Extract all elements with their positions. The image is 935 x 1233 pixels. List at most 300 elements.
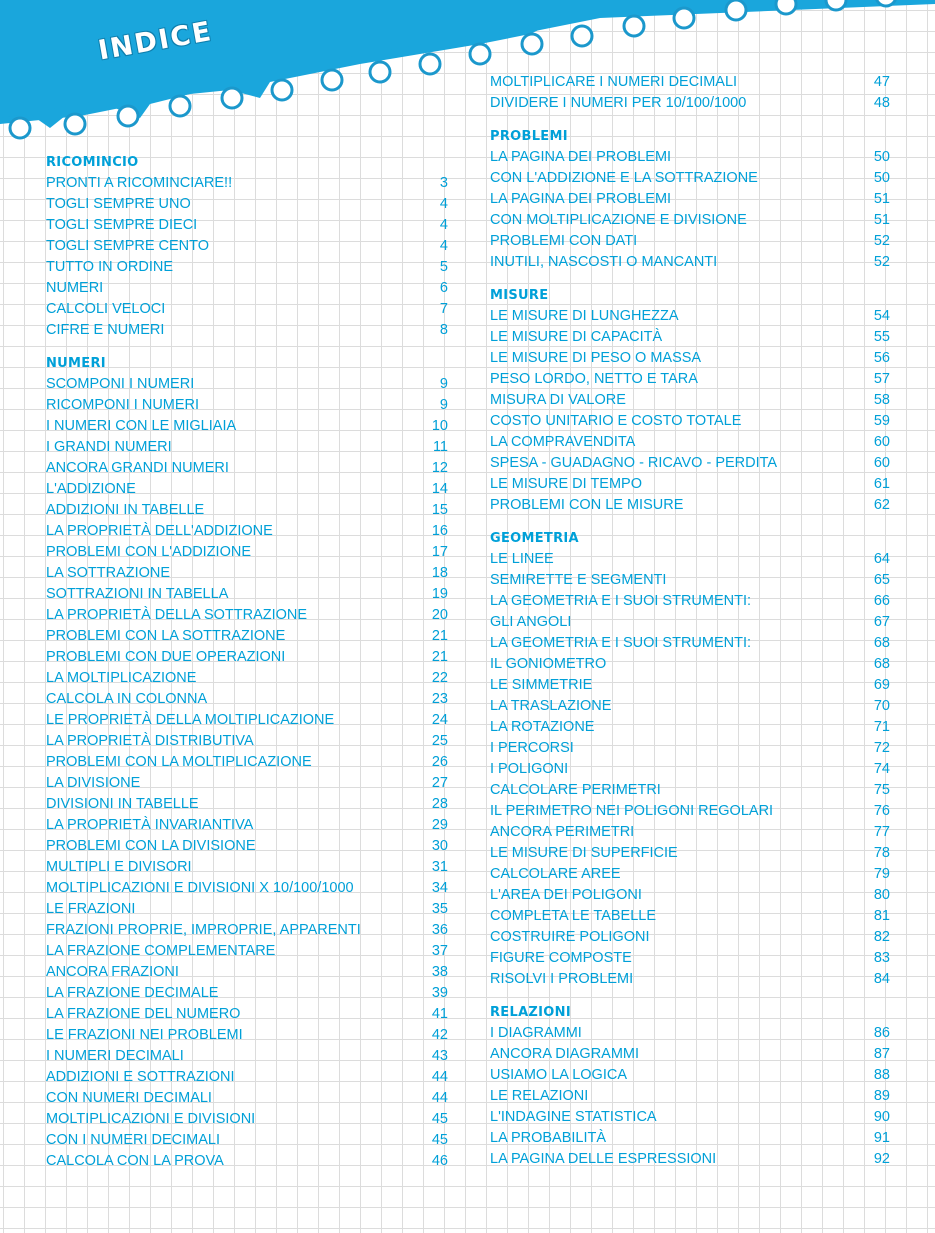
- toc-entry-label: RISOLVI I PROBLEMI: [490, 971, 634, 987]
- toc-entry-page: 50: [873, 170, 890, 186]
- section-title: GEOMETRIA: [490, 531, 579, 546]
- toc-entry-page: 21: [431, 649, 448, 665]
- toc-entry[interactable]: [46, 1151, 448, 1172]
- toc-entry-label: LA FRAZIONE DEL NUMERO: [46, 1006, 241, 1022]
- toc-entry-label: LA GEOMETRIA E I SUOI STRUMENTI:: [490, 635, 752, 651]
- toc-entry[interactable]: [490, 1023, 890, 1044]
- toc-entry-label: TOGLI SEMPRE CENTO: [46, 238, 210, 254]
- section-gap: [490, 516, 890, 529]
- toc-entry[interactable]: [46, 584, 448, 605]
- toc-entry-page: 47: [873, 74, 890, 90]
- ring-hole: [876, 0, 896, 6]
- toc-entry[interactable]: [46, 815, 448, 836]
- toc-entry-label: LA TRASLAZIONE: [490, 698, 612, 714]
- toc-entry[interactable]: [490, 495, 890, 516]
- toc-entry-page: 61: [873, 476, 890, 492]
- toc-entry[interactable]: [46, 626, 448, 647]
- toc-entry-label: MOLTIPLICAZIONI E DIVISIONI: [46, 1111, 256, 1127]
- ring-hole: [222, 88, 242, 108]
- toc-entry-page: 60: [873, 434, 890, 450]
- toc-entry-page: 75: [873, 782, 890, 798]
- toc-entry-label: FRAZIONI PROPRIE, IMPROPRIE, APPARENTI: [46, 922, 361, 938]
- toc-entry[interactable]: [490, 348, 890, 369]
- toc-entry[interactable]: [490, 717, 890, 738]
- ring-hole: [272, 80, 292, 100]
- toc-entry-label: PROBLEMI CON L'ADDIZIONE: [46, 544, 251, 560]
- ring-hole: [420, 54, 440, 74]
- toc-entry-label: LA ROTAZIONE: [490, 719, 595, 735]
- toc-entry[interactable]: [490, 591, 890, 612]
- toc-entry-label: COSTRUIRE POLIGONI: [490, 929, 650, 945]
- toc-entry-page: 25: [431, 733, 448, 749]
- toc-entry-page: 42: [431, 1027, 448, 1043]
- toc-entry[interactable]: [490, 369, 890, 390]
- toc-entry-page: 39: [431, 985, 448, 1001]
- section-gap: [490, 273, 890, 286]
- toc-entry-page: 30: [431, 838, 448, 854]
- toc-entry-page: 10: [431, 418, 448, 434]
- toc-entry-label: MOLTIPLICAZIONI E DIVISIONI X 10/100/1000: [46, 880, 354, 896]
- toc-entry-label: LA PROPRIETÀ DELLA SOTTRAZIONE: [46, 607, 308, 623]
- toc-entry-page: 88: [873, 1067, 890, 1083]
- toc-entry-page: 52: [873, 254, 890, 270]
- toc-entry-page: 90: [873, 1109, 890, 1125]
- toc-entry-page: 20: [431, 607, 448, 623]
- toc-entry-page: 81: [873, 908, 890, 924]
- toc-entry[interactable]: [490, 822, 890, 843]
- toc-entry[interactable]: [490, 1044, 890, 1065]
- toc-entry[interactable]: [46, 320, 448, 341]
- toc-entry-page: 82: [873, 929, 890, 945]
- toc-entry-label: PESO LORDO, NETTO E TARA: [490, 371, 698, 387]
- toc-entry-page: 77: [873, 824, 890, 840]
- toc-entry-page: 3: [439, 175, 448, 191]
- toc-entry-page: 79: [873, 866, 890, 882]
- toc-entry[interactable]: [46, 458, 448, 479]
- toc-entry-page: 57: [873, 371, 890, 387]
- toc-entry-label: FIGURE COMPOSTE: [490, 950, 632, 966]
- toc-entry-label: RICOMPONI I NUMERI: [46, 397, 200, 413]
- toc-entry[interactable]: [490, 696, 890, 717]
- toc-entry-label: ANCORA GRANDI NUMERI: [46, 460, 229, 476]
- toc-entry-page: 67: [873, 614, 890, 630]
- toc-entry-page: 56: [873, 350, 890, 366]
- toc-entry-label: DIVIDERE I NUMERI PER 10/100/1000: [490, 95, 747, 111]
- toc-entry-page: 4: [439, 217, 448, 233]
- toc-entry-label: LE MISURE DI CAPACITÀ: [490, 329, 663, 345]
- toc-entry-label: I DIAGRAMMI: [490, 1025, 582, 1041]
- toc-entry-page: 16: [431, 523, 448, 539]
- toc-entry[interactable]: [490, 168, 890, 189]
- toc-entry-label: SCOMPONI I NUMERI: [46, 376, 195, 392]
- toc-entry-label: LE MISURE DI TEMPO: [490, 476, 643, 492]
- toc-entry[interactable]: [490, 549, 890, 570]
- toc-entry[interactable]: [490, 885, 890, 906]
- toc-entry[interactable]: [490, 252, 890, 273]
- toc-entry[interactable]: [490, 411, 890, 432]
- toc-entry[interactable]: [46, 374, 448, 395]
- toc-entry[interactable]: [490, 93, 890, 114]
- toc-entry-page: 8: [439, 322, 448, 338]
- toc-entry-page: 68: [873, 656, 890, 672]
- toc-entry-page: 76: [873, 803, 890, 819]
- toc-entry[interactable]: [46, 521, 448, 542]
- section-gap: [490, 990, 890, 1003]
- toc-entry[interactable]: [46, 1046, 448, 1067]
- toc-entry[interactable]: [46, 437, 448, 458]
- toc-entry[interactable]: [46, 194, 448, 215]
- toc-entry[interactable]: [490, 474, 890, 495]
- toc-entry-label: CALCOLA IN COLONNA: [46, 691, 208, 707]
- toc-entry-label: MOLTIPLICARE I NUMERI DECIMALI: [490, 74, 738, 90]
- toc-entry-label: IL PERIMETRO NEI POLIGONI REGOLARI: [490, 803, 774, 819]
- toc-entry-label: COSTO UNITARIO E COSTO TOTALE: [490, 413, 742, 429]
- toc-entry-page: 9: [439, 397, 448, 413]
- toc-entry-page: 72: [873, 740, 890, 756]
- toc-entry[interactable]: [46, 563, 448, 584]
- toc-entry-label: IL GONIOMETRO: [490, 656, 607, 672]
- toc-entry-label: CALCOLA CON LA PROVA: [46, 1153, 224, 1169]
- toc-entry[interactable]: [46, 836, 448, 857]
- toc-entry-page: 38: [431, 964, 448, 980]
- toc-entry[interactable]: [46, 983, 448, 1004]
- toc-entry-page: 19: [431, 586, 448, 602]
- toc-entry[interactable]: [46, 1025, 448, 1046]
- toc-entry[interactable]: [490, 969, 890, 990]
- toc-entry-label: SPESA - GUADAGNO - RICAVO - PERDITA: [490, 455, 778, 471]
- toc-entry[interactable]: [490, 906, 890, 927]
- toc-entry-page: 35: [431, 901, 448, 917]
- toc-entry-label: LA PAGINA DEI PROBLEMI: [490, 191, 672, 207]
- toc-entry[interactable]: [46, 878, 448, 899]
- toc-entry-label: PROBLEMI CON DUE OPERAZIONI: [46, 649, 286, 665]
- toc-entry-label: PROBLEMI CON LE MISURE: [490, 497, 684, 513]
- toc-entry[interactable]: [46, 542, 448, 563]
- toc-entry-page: 86: [873, 1025, 890, 1041]
- toc-entry-label: L'INDAGINE STATISTICA: [490, 1109, 657, 1125]
- toc-entry-page: 48: [873, 95, 890, 111]
- toc-entry-page: 70: [873, 698, 890, 714]
- toc-entry[interactable]: [46, 941, 448, 962]
- toc-entry-page: 59: [873, 413, 890, 429]
- toc-entry[interactable]: [490, 654, 890, 675]
- toc-entry[interactable]: [46, 899, 448, 920]
- toc-entry-label: ANCORA PERIMETRI: [490, 824, 635, 840]
- toc-entry[interactable]: [46, 1004, 448, 1025]
- toc-entry-label: LA SOTTRAZIONE: [46, 565, 171, 581]
- toc-entry[interactable]: [490, 210, 890, 231]
- toc-entry-label: LA PROPRIETÀ DELL'ADDIZIONE: [46, 523, 273, 539]
- toc-entry-page: 29: [431, 817, 448, 833]
- toc-entry-page: 54: [873, 308, 890, 324]
- ring-hole: [572, 26, 592, 46]
- toc-entry-page: 44: [431, 1069, 448, 1085]
- toc-entry-page: 34: [431, 880, 448, 896]
- toc-entry-label: LE MISURE DI SUPERFICIE: [490, 845, 678, 861]
- toc-entry-label: CALCOLARE AREE: [490, 866, 621, 882]
- toc-entry-page: 12: [431, 460, 448, 476]
- toc-entry-label: COMPLETA LE TABELLE: [490, 908, 657, 924]
- toc-entry-label: CIFRE E NUMERI: [46, 322, 165, 338]
- section-gap: [46, 341, 448, 354]
- toc-entry-label: LA GEOMETRIA E I SUOI STRUMENTI:: [490, 593, 752, 609]
- toc-entry-label: LE SIMMETRIE: [490, 677, 593, 693]
- toc-entry-page: 44: [431, 1090, 448, 1106]
- toc-entry[interactable]: [490, 306, 890, 327]
- ring-hole: [826, 0, 846, 10]
- toc-entry-page: 45: [431, 1132, 448, 1148]
- toc-entry[interactable]: [490, 675, 890, 696]
- toc-entry-label: LE FRAZIONI: [46, 901, 136, 917]
- toc-entry-label: ADDIZIONI IN TABELLE: [46, 502, 205, 518]
- toc-entry-label: I PERCORSI: [490, 740, 574, 756]
- toc-entry-label: I NUMERI DECIMALI: [46, 1048, 184, 1064]
- toc-entry-page: 31: [431, 859, 448, 875]
- page-title: INDICE: [96, 15, 215, 67]
- ring-hole: [470, 44, 490, 64]
- toc-entry[interactable]: [490, 1149, 890, 1170]
- ring-hole: [522, 34, 542, 54]
- toc-entry[interactable]: [490, 327, 890, 348]
- toc-entry-page: 58: [873, 392, 890, 408]
- toc-entry-page: 74: [873, 761, 890, 777]
- toc-entry-page: 87: [873, 1046, 890, 1062]
- toc-entry-page: 21: [431, 628, 448, 644]
- toc-entry-page: 9: [439, 376, 448, 392]
- section-title: RICOMINCIO: [46, 155, 139, 170]
- toc-entry-page: 24: [431, 712, 448, 728]
- toc-entry-page: 45: [431, 1111, 448, 1127]
- toc-entry-label: PROBLEMI CON LA SOTTRAZIONE: [46, 628, 286, 644]
- toc-entry[interactable]: [46, 752, 448, 773]
- toc-entry-label: MISURA DI VALORE: [490, 392, 626, 408]
- toc-entry[interactable]: [490, 1128, 890, 1149]
- toc-entry-page: 65: [873, 572, 890, 588]
- toc-entry[interactable]: [46, 731, 448, 752]
- toc-entry-label: ANCORA FRAZIONI: [46, 964, 179, 980]
- toc-entry[interactable]: [46, 1067, 448, 1088]
- toc-entry[interactable]: [490, 570, 890, 591]
- toc-entry-label: CON I NUMERI DECIMALI: [46, 1132, 221, 1148]
- toc-entry-label: I NUMERI CON LE MIGLIAIA: [46, 418, 237, 434]
- toc-entry-page: 7: [439, 301, 448, 317]
- toc-entry-page: 51: [873, 212, 890, 228]
- toc-entry-label: TOGLI SEMPRE UNO: [46, 196, 191, 212]
- toc-entry[interactable]: [490, 72, 890, 93]
- toc-entry[interactable]: [46, 605, 448, 626]
- toc-entry-label: SOTTRAZIONI IN TABELLA: [46, 586, 229, 602]
- toc-entry-label: USIAMO LA LOGICA: [490, 1067, 627, 1083]
- toc-entry-label: TUTTO IN ORDINE: [46, 259, 174, 275]
- toc-entry[interactable]: [46, 257, 448, 278]
- toc-entry-label: LA FRAZIONE COMPLEMENTARE: [46, 943, 276, 959]
- toc-entry-label: CON MOLTIPLICAZIONE E DIVISIONE: [490, 212, 747, 228]
- toc-entry-label: LE FRAZIONI NEI PROBLEMI: [46, 1027, 243, 1043]
- toc-entry[interactable]: [46, 647, 448, 668]
- toc-entry-label: LA PROBABILITÀ: [490, 1130, 607, 1146]
- toc-entry[interactable]: [490, 453, 890, 474]
- toc-entry[interactable]: [490, 432, 890, 453]
- toc-entry-page: 17: [431, 544, 448, 560]
- toc-entry-label: LE LINEE: [490, 551, 554, 567]
- ring-hole: [674, 8, 694, 28]
- toc-entry-page: 64: [873, 551, 890, 567]
- ring-hole: [170, 96, 190, 116]
- toc-entry[interactable]: [46, 479, 448, 500]
- toc-entry[interactable]: [46, 689, 448, 710]
- toc-entry-page: 6: [439, 280, 448, 296]
- toc-entry[interactable]: [490, 633, 890, 654]
- toc-entry[interactable]: [46, 416, 448, 437]
- toc-entry-page: 15: [431, 502, 448, 518]
- toc-entry-label: PROBLEMI CON LA MOLTIPLICAZIONE: [46, 754, 312, 770]
- toc-entry[interactable]: [46, 857, 448, 878]
- toc-entry[interactable]: [490, 759, 890, 780]
- toc-entry-page: 22: [431, 670, 448, 686]
- toc-entry-page: 27: [431, 775, 448, 791]
- toc-entry-page: 4: [439, 238, 448, 254]
- toc-entry-label: NUMERI: [46, 280, 104, 296]
- toc-entry[interactable]: [46, 500, 448, 521]
- toc-entry-label: MULTIPLI E DIVISORI: [46, 859, 192, 875]
- toc-entry[interactable]: [490, 390, 890, 411]
- section-title: MISURE: [490, 288, 549, 303]
- toc-entry[interactable]: [46, 962, 448, 983]
- toc-entry-page: 41: [431, 1006, 448, 1022]
- toc-entry[interactable]: [46, 278, 448, 299]
- toc-entry-page: 52: [873, 233, 890, 249]
- toc-entry-label: I POLIGONI: [490, 761, 569, 777]
- toc-entry-label: L'AREA DEI POLIGONI: [490, 887, 642, 903]
- toc-entry[interactable]: [46, 215, 448, 236]
- toc-entry-label: CON L'ADDIZIONE E LA SOTTRAZIONE: [490, 170, 758, 186]
- toc-entry-label: LA FRAZIONE DECIMALE: [46, 985, 219, 1001]
- toc-entry[interactable]: [490, 1065, 890, 1086]
- toc-entry-page: 71: [873, 719, 890, 735]
- section-title: PROBLEMI: [490, 129, 568, 144]
- section-title: RELAZIONI: [490, 1005, 571, 1020]
- toc-entry-label: LA DIVISIONE: [46, 775, 141, 791]
- toc-entry[interactable]: [490, 780, 890, 801]
- toc-entry-page: 28: [431, 796, 448, 812]
- toc-entry[interactable]: [490, 864, 890, 885]
- toc-entry-label: TOGLI SEMPRE DIECI: [46, 217, 198, 233]
- toc-entry-page: 50: [873, 149, 890, 165]
- toc-entry[interactable]: [46, 395, 448, 416]
- toc-entry-page: 51: [873, 191, 890, 207]
- toc-entry-page: 14: [431, 481, 448, 497]
- toc-entry-label: LA PAGINA DEI PROBLEMI: [490, 149, 672, 165]
- toc-entry[interactable]: [490, 801, 890, 822]
- section-gap: [490, 114, 890, 127]
- ring-hole: [726, 0, 746, 20]
- toc-entry[interactable]: [490, 738, 890, 759]
- toc-entry-label: I GRANDI NUMERI: [46, 439, 172, 455]
- toc-entry-page: 78: [873, 845, 890, 861]
- toc-entry[interactable]: [46, 236, 448, 257]
- toc-entry-label: ADDIZIONI E SOTTRAZIONI: [46, 1069, 235, 1085]
- toc-entry-page: 18: [431, 565, 448, 581]
- toc-entry-label: INUTILI, NASCOSTI O MANCANTI: [490, 254, 718, 270]
- toc-entry[interactable]: [46, 794, 448, 815]
- toc-entry[interactable]: [490, 189, 890, 210]
- toc-entry-label: DIVISIONI IN TABELLE: [46, 796, 199, 812]
- toc-entry-page: 83: [873, 950, 890, 966]
- toc-entry[interactable]: [46, 668, 448, 689]
- toc-entry-page: 26: [431, 754, 448, 770]
- toc-entry-page: 55: [873, 329, 890, 345]
- toc-entry-page: 36: [431, 922, 448, 938]
- toc-entry-page: 80: [873, 887, 890, 903]
- toc-entry[interactable]: [46, 1088, 448, 1109]
- toc-entry[interactable]: [490, 843, 890, 864]
- toc-entry-page: 91: [873, 1130, 890, 1146]
- toc-entry-page: 84: [873, 971, 890, 987]
- toc-entry[interactable]: [46, 920, 448, 941]
- toc-entry-page: 68: [873, 635, 890, 651]
- toc-entry[interactable]: [46, 1109, 448, 1130]
- toc-entry-label: LA MOLTIPLICAZIONE: [46, 670, 197, 686]
- toc-entry-label: LE MISURE DI LUNGHEZZA: [490, 308, 679, 324]
- toc-entry-label: LE PROPRIETÀ DELLA MOLTIPLICAZIONE: [46, 712, 335, 728]
- toc-entry[interactable]: [490, 948, 890, 969]
- toc-entry-page: 23: [431, 691, 448, 707]
- section-title: NUMERI: [46, 356, 106, 371]
- toc-entry[interactable]: [490, 231, 890, 252]
- toc-entry-page: 60: [873, 455, 890, 471]
- toc-entry-label: LA PROPRIETÀ DISTRIBUTIVA: [46, 733, 254, 749]
- toc-entry[interactable]: [490, 927, 890, 948]
- toc-entry-label: CALCOLARE PERIMETRI: [490, 782, 661, 798]
- toc-entry-page: 62: [873, 497, 890, 513]
- ring-hole: [10, 118, 30, 138]
- toc-entry[interactable]: [46, 773, 448, 794]
- toc-entry-page: 37: [431, 943, 448, 959]
- toc-entry-page: 43: [431, 1048, 448, 1064]
- toc-entry[interactable]: [490, 1086, 890, 1107]
- toc-entry-page: 89: [873, 1088, 890, 1104]
- toc-entry-label: ANCORA DIAGRAMMI: [490, 1046, 640, 1062]
- ring-hole: [776, 0, 796, 14]
- toc-entry-page: 5: [439, 259, 448, 275]
- toc-entry-page: 92: [873, 1151, 890, 1167]
- ring-hole: [322, 70, 342, 90]
- toc-column-left: [46, 153, 448, 1172]
- toc-entry[interactable]: [490, 1107, 890, 1128]
- toc-entry-page: 69: [873, 677, 890, 693]
- toc-entry[interactable]: [46, 173, 448, 194]
- toc-entry-label: GLI ANGOLI: [490, 614, 572, 630]
- toc-entry-label: LA PAGINA DELLE ESPRESSIONI: [490, 1151, 717, 1167]
- toc-entry-label: CON NUMERI DECIMALI: [46, 1090, 212, 1106]
- toc-entry-label: PROBLEMI CON LA DIVISIONE: [46, 838, 256, 854]
- toc-entry-label: LE MISURE DI PESO O MASSA: [490, 350, 702, 366]
- toc-entry-page: 4: [439, 196, 448, 212]
- toc-entry[interactable]: [490, 147, 890, 168]
- ring-hole: [624, 16, 644, 36]
- ring-hole: [65, 114, 85, 134]
- toc-entry[interactable]: [46, 710, 448, 731]
- toc-entry-label: CALCOLI VELOCI: [46, 301, 166, 317]
- toc-entry[interactable]: [490, 612, 890, 633]
- toc-entry[interactable]: [46, 1130, 448, 1151]
- toc-entry[interactable]: [46, 299, 448, 320]
- toc-entry-label: L'ADDIZIONE: [46, 481, 136, 497]
- toc-entry-page: 11: [432, 439, 448, 455]
- toc-entry-label: LA COMPRAVENDITA: [490, 434, 636, 450]
- toc-entry-page: 46: [431, 1153, 448, 1169]
- toc-entry-page: 66: [873, 593, 890, 609]
